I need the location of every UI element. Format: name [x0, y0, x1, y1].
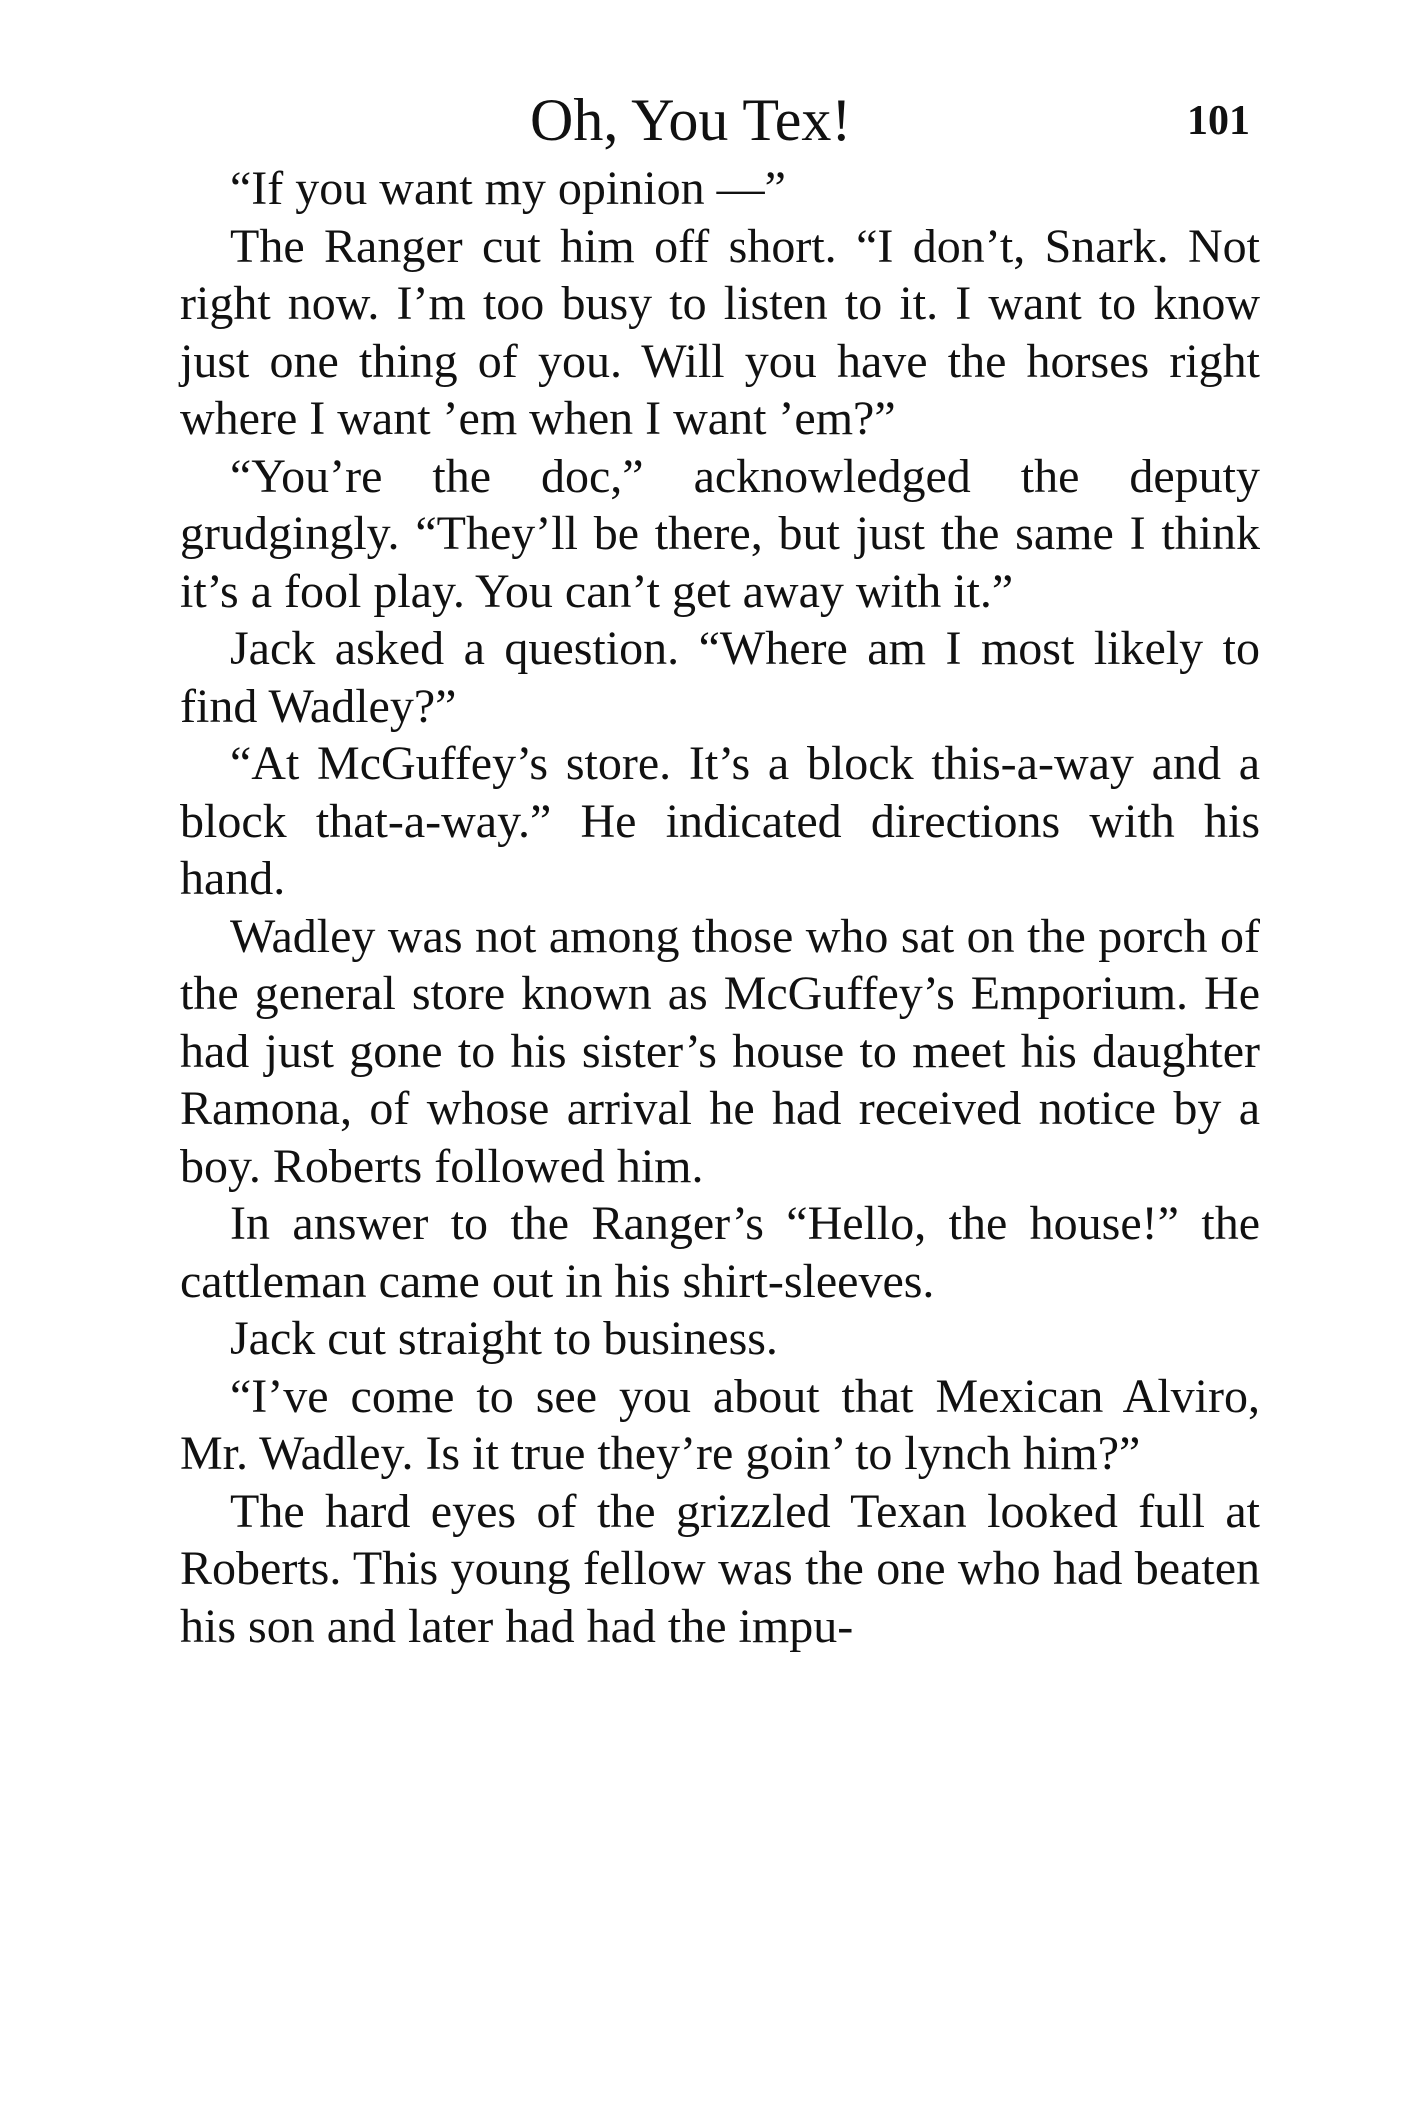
paragraph: “I’ve come to see you about that Mexican Alviro, Mr. Wadley. Is it true they’re goin’ to lynch him?”	[180, 1369, 1260, 1480]
paragraph: “If you want my opinion —”	[230, 162, 786, 215]
paragraph: “At McGuffey’s store. It’s a block this-a-way and a block that-a-way.” He indicated directions with his hand.	[180, 737, 1260, 905]
paragraph: The Ranger cut him off short. “I don’t, Snark. Not right now. I’m too busy to listen to it. I want to know just one thing of you. Will you have the horses right where I want ’em when I want ’em?”	[180, 219, 1260, 445]
body-text	[180, 160, 1260, 1655]
book-page	[180, 80, 1260, 1655]
running-title: Oh, You Tex!	[530, 87, 852, 153]
paragraph: The hard eyes of the grizzled Texan looked full at Roberts. This young fellow was the one who had beaten his son and later had had the impu-	[180, 1484, 1260, 1653]
paragraph: “You’re the doc,” acknowledged the deputy grudgingly. “They’ll be there, but just the same I think it’s a fool play. You can’t get away with it.”	[180, 449, 1260, 618]
paragraph: In answer to the Ranger’s “Hello, the house!” the cattleman came out in his shirt-sleeves.	[180, 1197, 1260, 1308]
paragraph: Jack asked a question. “Where am I most likely to find Wadley?”	[180, 622, 1260, 733]
paragraph: Jack cut straight to business.	[230, 1312, 778, 1365]
page-number: 101	[1187, 98, 1250, 144]
paragraph: Wadley was not among those who sat on the porch of the general store known as McGuffey’s Emporium. He had just gone to his sister’s house to meet his daughter Ramona, of whose arrival he had received notice by a boy. Roberts followed him.	[180, 909, 1260, 1193]
running-head	[180, 80, 1260, 160]
